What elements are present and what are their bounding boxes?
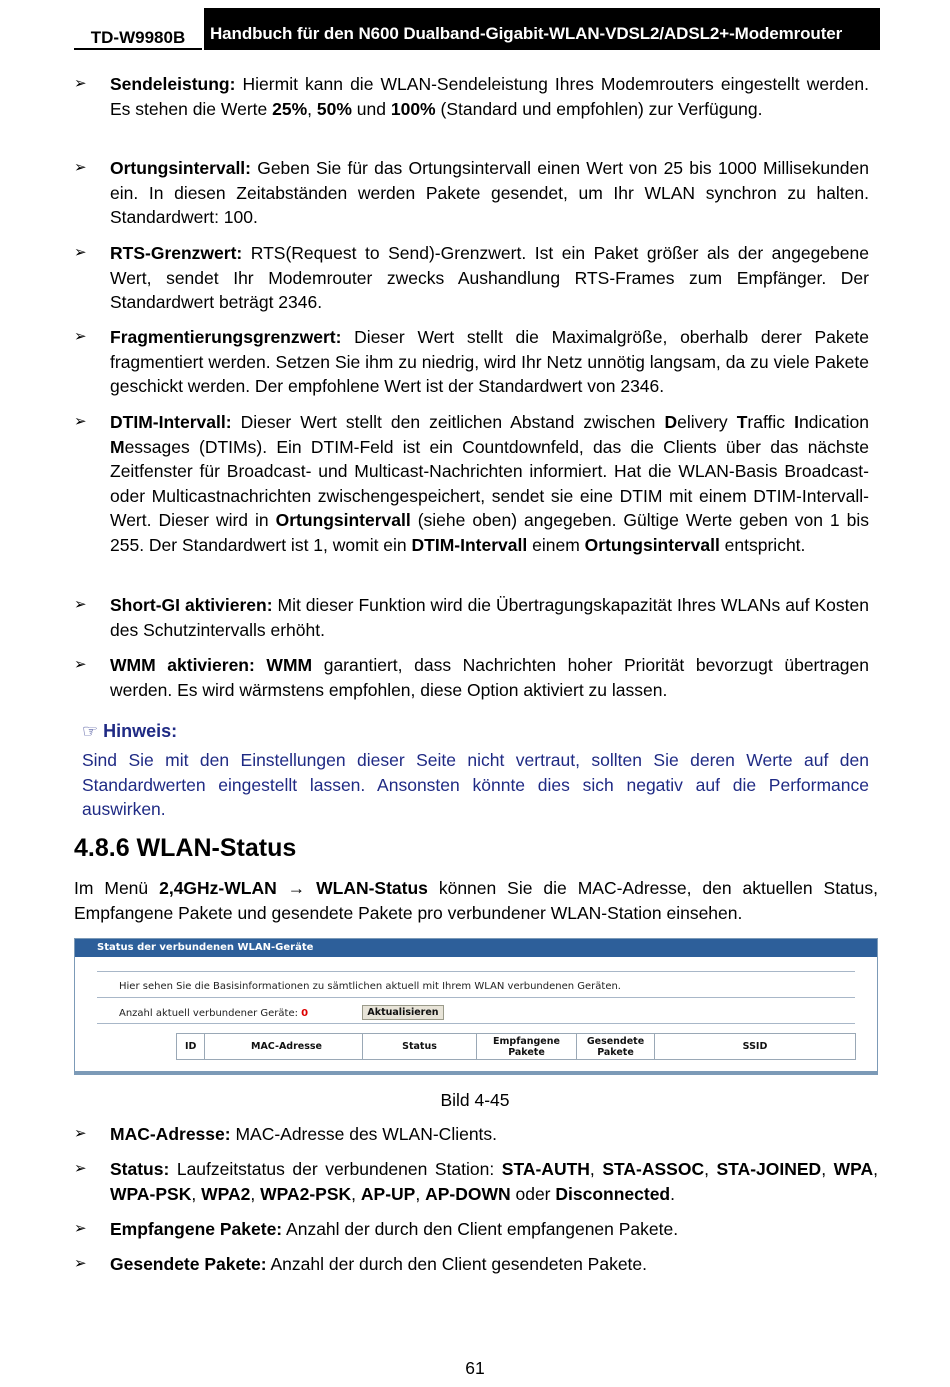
refresh-button[interactable]: Aktualisieren — [362, 1005, 444, 1020]
note-title: ☞ Hinweis: — [82, 721, 178, 741]
bullet-arrow-icon: ➢ — [74, 656, 87, 673]
bullet-text: Gesendete Pakete: Anzahl der durch den Client gesendeten Pakete. — [110, 1254, 648, 1274]
divider — [97, 971, 855, 972]
list-item — [74, 653, 869, 702]
note-text: Sind Sie mit den Einstellungen dieser Seite nicht vertraut, sollten Sie deren Werte auf den Standardwerten eingestellt lassen. Ansonsten könnte dies sich negativ auf die Performance auswirken. — [82, 750, 869, 820]
station-table-header — [176, 1033, 856, 1060]
screenshot-info: Hier sehen Sie die Basisinformationen zu sämtlichen aktuell mit Ihrem WLAN verbundenen Geräten. — [119, 981, 621, 992]
screenshot-title: Status der verbundenen WLAN-Geräte — [75, 939, 877, 957]
list-item — [74, 593, 869, 642]
device-count: Anzahl aktuell verbundener Geräte: 0 — [119, 1008, 309, 1019]
bullet-text: Status: Laufzeitstatus der verbundenen Station: STA-AUTH, STA-ASSOC, STA-JOINED, WPA, WPA-PSK, WPA2, WPA2-PSK, AP-UP, AP-DOWN oder Disconnected. — [110, 1159, 878, 1204]
column-header: SSID — [742, 1041, 768, 1052]
list-item — [74, 156, 869, 230]
divider — [75, 1071, 877, 1074]
page-number: 61 — [465, 1358, 485, 1378]
list-item — [74, 1217, 869, 1242]
bullet-text: RTS-Grenzwert: RTS(Request to Send)-Grenzwert. Ist ein Paket größer als der angegebene Wert, sendet Ihr Modemrouter zwecks Aushandlung RTS-Frames zum Empfänger. Der Standardwert beträgt 2346. — [110, 243, 869, 313]
column-header: Empfangene Pakete — [477, 1034, 577, 1059]
bullet-text: Ortungsintervall: Geben Sie für das Ortungsintervall einen Wert von 25 bis 1000 Millisekunden ein. In diesen Zeitabständen werden Pakete gesendet, um Ihr WLAN synchron zu halten. Standardwert: 100. — [110, 158, 869, 228]
list-item — [74, 410, 869, 558]
column-header: ID — [177, 1034, 205, 1059]
list-item — [74, 1252, 869, 1277]
bullet-text: Fragmentierungsgrenzwert: Dieser Wert stellt die Maximalgröße, oberhalb derer Pakete fragmentiert werden. Setzen Sie ihm zu niedrig, wird Ihr Netz unnötig langsam, da zu viele Pakete geschickt werden. Der empfohlene Wert ist der Standardwert von 2346. — [110, 327, 869, 397]
bullet-arrow-icon: ➢ — [74, 244, 87, 261]
bullet-arrow-icon: ➢ — [74, 75, 87, 92]
list-item — [74, 325, 869, 399]
column-header: Status — [363, 1034, 477, 1059]
bullet-arrow-icon: ➢ — [74, 596, 87, 613]
bullet-arrow-icon: ➢ — [74, 413, 87, 430]
divider — [97, 1023, 855, 1024]
bullet-arrow-icon: ➢ — [74, 1160, 87, 1177]
column-header: MAC-Adresse — [205, 1034, 363, 1059]
bullet-text: DTIM-Intervall: Dieser Wert stellt den zeitlichen Abstand zwischen Delivery Traffic Indication Messages (DTIMs). Ein DTIM-Feld ist ein Countdownfeld, das die Clients über das nächste Zeitfenster für Broadcast- und Multicast-Nachrichten informiert. Hat die WLAN-Basis Broadcast- oder Multicastnachrichten zwischengespeichert, sendet sie eine DTIM mit einem DTIM-Intervall-Wert. Dieser wird in Ortungsintervall (siehe oben) angegeben. Gültige Werte geben von 1 bis 255. Der Standardwert ist 1, womit ein DTIM-Intervall einem Ortungsintervall entspricht. — [110, 412, 870, 555]
list-item — [74, 72, 869, 121]
bullet-arrow-icon: ➢ — [74, 1125, 87, 1142]
list-item — [74, 241, 869, 315]
bullet-arrow-icon: ➢ — [74, 159, 87, 176]
bullet-arrow-icon: ➢ — [74, 328, 87, 345]
pointing-hand-icon: ☞ — [82, 721, 99, 741]
figure-caption: Bild 4-45 — [440, 1090, 510, 1110]
column-header: Gesendete Pakete — [577, 1034, 655, 1059]
bullet-text: WMM aktivieren: WMM garantiert, dass Nachrichten hoher Priorität bevorzugt übertragen werden. Es wird wärmstens empfohlen, diese Option aktiviert zu lassen. — [110, 655, 869, 700]
section-heading: 4.8.6 WLAN-Status — [74, 834, 297, 862]
page-header — [74, 8, 880, 50]
header-model: TD-W9980B — [74, 26, 202, 50]
divider — [97, 997, 855, 998]
bullet-arrow-icon: ➢ — [74, 1255, 87, 1272]
list-item — [74, 1122, 869, 1147]
list-item — [74, 1157, 878, 1206]
wlan-status-screenshot — [74, 938, 878, 1075]
bullet-arrow-icon: ➢ — [74, 1220, 87, 1237]
bullet-text: Short-GI aktivieren: Mit dieser Funktion wird die Übertragungskapazität Ihres WLANs auf Kosten des Schutzintervalls erhöht. — [110, 595, 869, 640]
bullet-text: MAC-Adresse: MAC-Adresse des WLAN-Clients. — [110, 1124, 498, 1144]
section-intro: Im Menü 2,4GHz-WLAN → WLAN-Status können Sie die MAC-Adresse, den aktuellen Status, Empfangene Pakete und gesendete Pakete pro verbundener WLAN-Station einsehen. — [74, 878, 878, 923]
header-title: Handbuch für den N600 Dualband-Gigabit-WLAN-VDSL2/ADSL2+-Modemrouter — [204, 8, 880, 50]
bullet-text: Sendeleistung: Hiermit kann die WLAN-Sendeleistung Ihres Modemrouters eingestellt werden. Es stehen die Werte 25%, 50% und 100% (Standard und empfohlen) zur Verfügung. — [110, 74, 869, 119]
bullet-text: Empfangene Pakete: Anzahl der durch den Client empfangenen Pakete. — [110, 1219, 679, 1239]
